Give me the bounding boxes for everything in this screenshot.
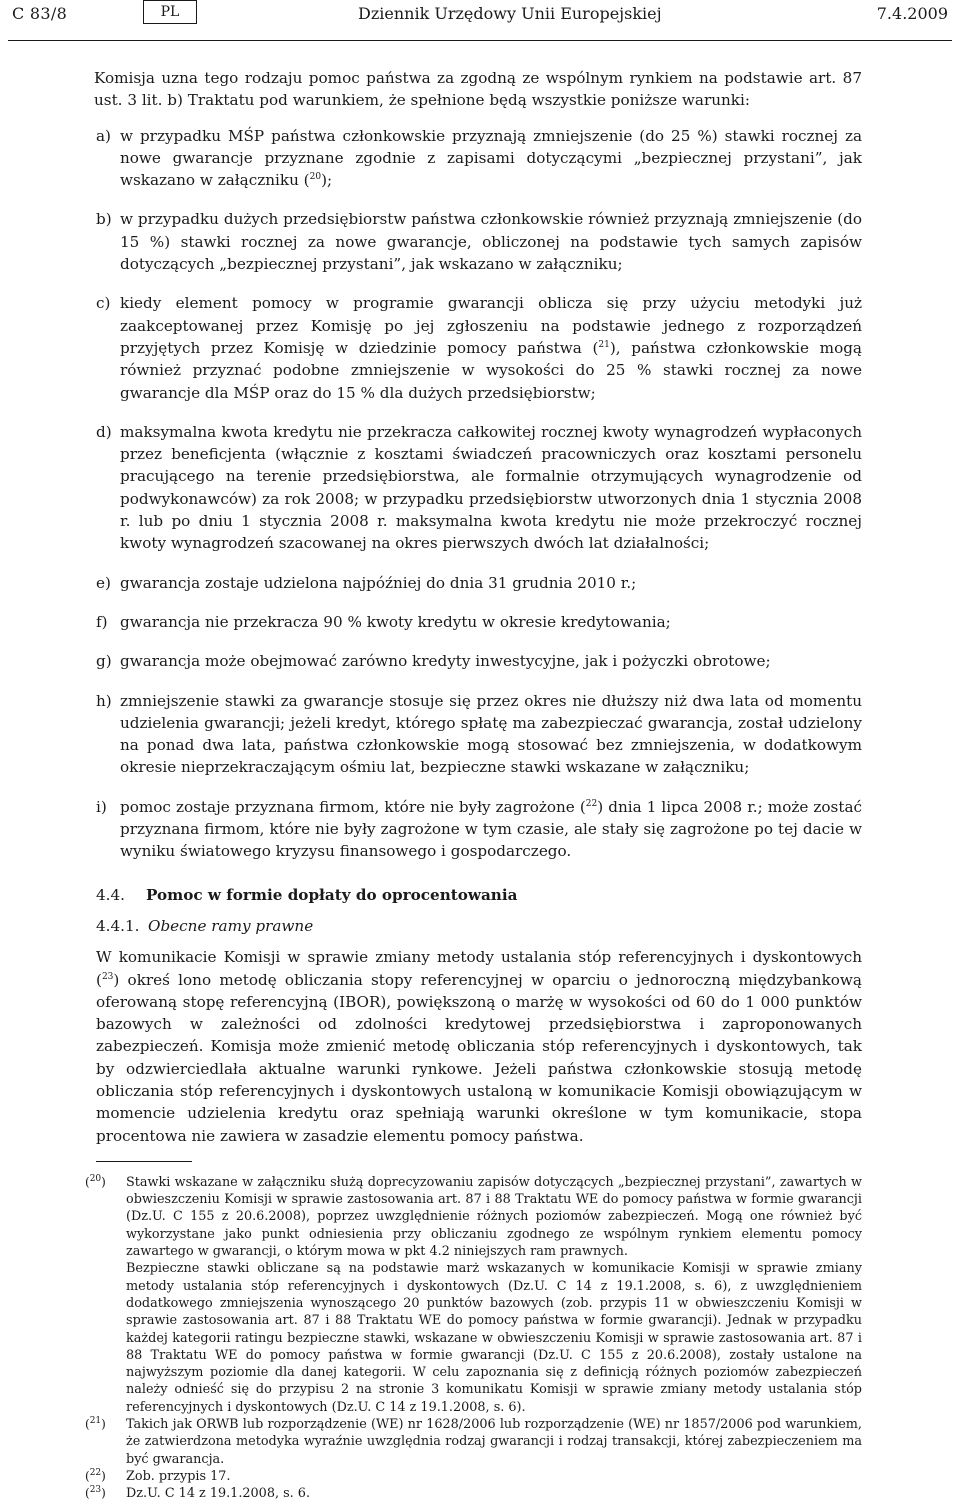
item-label: i) [96,797,107,816]
subsection-number: 4.4.1. [96,916,140,935]
item-label: h) [96,691,112,710]
section-heading [96,884,862,906]
item-text: gwarancja zostaje udzielona najpóźniej do dnia 31 grudnia 2010 r.; [120,573,637,592]
item-text-end: ), państwa członkowskie mogą również przyznać podobne zmniejszenie w wysokości do 25 % stawki rocznej za nowe gwarancje dla MŚP oraz do 15 % dla dużych przedsiębiorstw; [120,338,862,402]
footnote-ref: 20 [309,172,322,183]
item-label: a) [96,126,111,145]
page-header [8,0,952,41]
list-item [96,292,862,403]
subsection-heading [96,915,862,937]
paragraph-text-end: ) okreś lono metodę obliczania stopy referencyjnej w oparciu o jednoroczną międzybankową oferowaną stopę referencyjną (IBOR), powiększoną o marżę w wysokości od 60 do 1 000 punktów bazowych w zależności od zdolności kredytowej przedsiębiorstwa i zaproponowanych zabezpieczeń. Komisja może zmienić metodę obliczania stóp referencyjnych i dyskontowych, tak by odzwierciedlała aktualne warunki rynkowe. Jeżeli państwa członkowskie stosują metodę obliczania stóp referencyjnych i dyskontowych ustaloną w komunikacie Komisji obowiązującym w momencie udzielenia kredytu oraz spełniają warunki określone w tym komunikacie, stopa procentowa nie zawiera w zasadzie elementu pomocy państwa. [96,970,862,1145]
footnote-ref: 22 [585,798,598,809]
list-item [96,796,862,863]
list-item [96,611,862,633]
footnote-divider [96,1161,192,1162]
list-item [96,421,862,555]
list-item [96,125,862,192]
footnote-label: ($^{21}$) [85,1416,106,1432]
item-text-end: ); [321,171,333,190]
language-badge: PL [143,0,197,24]
item-text: w przypadku dużych przedsiębiorstw państwa członkowskie również przyznają zmniejszenie (do 15 %) stawki rocznej za nowe gwarancje, obliczonej na podstawie tych samych zapisów dotyczących „bezpiecznej przystani”, jak wskazano w załączniku; [120,210,862,274]
footnote [85,1467,862,1485]
paragraph-text: W komunikacie Komisji w sprawie zmiany metody ustalania stóp referencyjnych i dyskontowych ( [96,948,862,989]
item-label: c) [96,294,111,313]
item-text: pomoc zostaje przyznana firmom, które nie były zagrożone ( [120,797,586,816]
footnote-text: Takich jak ORWB lub rozporządzenie (WE) nr 1628/2006 lub rozporządzenie (WE) nr 1857/2006 pod warunkiem, że zatwierdzona metodyka wyraźnie uwzględnia rodzaj gwarancji i rodzaj transakcji, której zabezpieczeniem ma być gwarancja. [126,1417,862,1467]
item-text: kiedy element pomocy w programie gwarancji oblicza się przy użyciu metodyki już zaakceptowanej przez Komisję po jej zgłoszeniu na podstawie jednego z rozporządzeń przyjętych przez Komisję w dziedzinie pomocy państwa ( [120,294,862,357]
footnote-ref: 21 [598,339,610,350]
subsection-title: Obecne ramy prawne [148,916,314,935]
section-title: Pomoc w formie dopłaty do oprocentowania [146,885,518,904]
item-text: maksymalna kwota kredytu nie przekracza całkowitej rocznej kwoty wynagrodzeń wypłaconych przez beneficjenta (włącznie z kosztami świadczeń pracowniczych oraz kosztami personelu pracującego na terenie przedsiębiorstwa, ale formalnie otrzymujących wynagrodzenie od podwykonawców) za rok 2008; w przypadku przedsiębiorstw utworzonych dnia 1 stycznia 2008 r. lub po dniu 1 stycznia 2008 r. maksymalna kwota kredytu nie może przekroczyć rocznej kwoty wynagrodzeń szacowanej na okres pierwszych dwóch lat działalności; [120,422,862,553]
footnote-text: Stawki wskazane w załączniku służą doprecyzowaniu zapisów dotyczących „bezpiecznej przystani”, zawartych w obwieszczeniu Komisji w sprawie zastosowania art. 87 i 88 Traktatu WE do pomocy państwa w formie gwarancji (Dz.U. C 155 z 20.6.2008), poprzez uwzględnienie różnych poziomów zabezpieczeń. Mogą one również być wykorzystane jako punkt odniesienia przy obliczaniu zgodnego ze wspólnym rynkiem elementu pomocy zawartego w gwarancji, o którym mowa w pkt 4.2 niniejszych ram prawnych. [126,1174,862,1260]
item-text: gwarancja nie przekracza 90 % kwoty kredytu w okresie kredytowania; [120,612,671,631]
main-content [96,67,862,1147]
item-label: g) [96,652,112,671]
footnote [85,1485,862,1502]
list-item [96,208,862,275]
body-paragraph [96,946,862,1147]
list-item [96,690,862,779]
item-label: d) [96,422,112,441]
footnote [85,1416,862,1468]
footnote-continuation: Bezpieczne stawki obliczane są na podstawie marż wskazanych w komunikacie Komisji w sprawie zmiany metody ustalania stóp referencyjnych i dyskontowych (Dz.U. C 14 z 19.1.2008, s. 6), z uwzględnieniem dodatkowego zmniejszenia wynoszącego 20 punktów bazowych (zob. przypis 11 w obwieszczeniu Komisji w sprawie zastosowania art. 87 i 88 Traktatu WE do pomocy państwa w formie gwarancji). Jednak w przypadku każdej kategorii ratingu bezpieczne stawki, wskazane w obwieszczeniu Komisji w sprawie zastosowania art. 87 i 88 Traktatu WE do pomocy państwa w formie gwarancji (Dz.U. C 155 z 20.6.2008), zostały ustalone na najwyższym poziomie dla danej kategorii. W celu zapoznania się z definicją różnych poziomów zabezpieczeń należy odnieść się do przypisu 2 na stronie 3 komunikatu Komisji w sprawie zmiany metody ustalania stóp referencyjnych i dyskontowych (Dz.U. C 14 z 19.1.2008, s. 6). [126,1261,862,1415]
section-number: 4.4. [96,885,125,904]
footnote-label: ($^{22}$) [85,1467,106,1483]
journal-title: Dziennik Urzędowy Unii Europejskiej [358,4,662,23]
page-reference: C 83/8 [12,4,68,23]
item-text: w przypadku MŚP państwa członkowskie przyznają zmniejszenie (do 25 %) stawki rocznej za nowe gwarancje przyznane zgodnie z zapisami dotyczącymi „bezpiecznej przystani”, jak wskazano w załączniku ( [120,126,862,190]
footnote-ref: 23 [101,971,114,982]
item-label: e) [96,573,111,592]
footnote-text: Zob. przypis 17. [126,1468,231,1484]
item-text: zmniejszenie stawki za gwarancje stosuje się przez okres nie dłuższy niż dwa lata od momentu udzielenia gwarancji; jeżeli kredyt, którego spłatę ma zabezpieczać gwarancja, został udzielony na ponad dwa lata, państwa członkowskie mogą stosować bez zmniejszenia, w dodatkowym okresie nieprzekraczającym ośmiu lat, bezpieczne stawki wskazane w załączniku; [120,691,862,777]
footnote-label: ($^{20}$) [85,1173,106,1189]
item-text: gwarancja może obejmować zarówno kredyty inwestycyjne, jak i pożyczki obrotowe; [120,652,771,671]
item-label: f) [96,612,108,631]
footnotes [85,1173,862,1503]
item-text-end: ) dnia 1 lipca 2008 r.; może zostać przyznana firmom, które nie były zagrożone w tym czasie, ale stały się zagrożone po tej dacie w wyniku światowego kryzysu finansowego i gospodarczego. [120,797,862,861]
footnote-label: ($^{23}$) [85,1485,106,1501]
intro-paragraph: Komisja uzna tego rodzaju pomoc państwa za zgodną ze wspólnym rynkiem na podstawie art. 87 ust. 3 lit. b) Traktatu pod warunkiem, że spełnione będą wszystkie poniższe warunki: [94,69,862,110]
publication-date: 7.4.2009 [876,4,948,23]
footnote-text: Dz.U. C 14 z 19.1.2008, s. 6. [126,1486,311,1502]
conditions-list [96,125,862,863]
list-item [96,572,862,594]
item-label: b) [96,210,112,229]
list-item [96,650,862,672]
footnote [85,1173,862,1260]
